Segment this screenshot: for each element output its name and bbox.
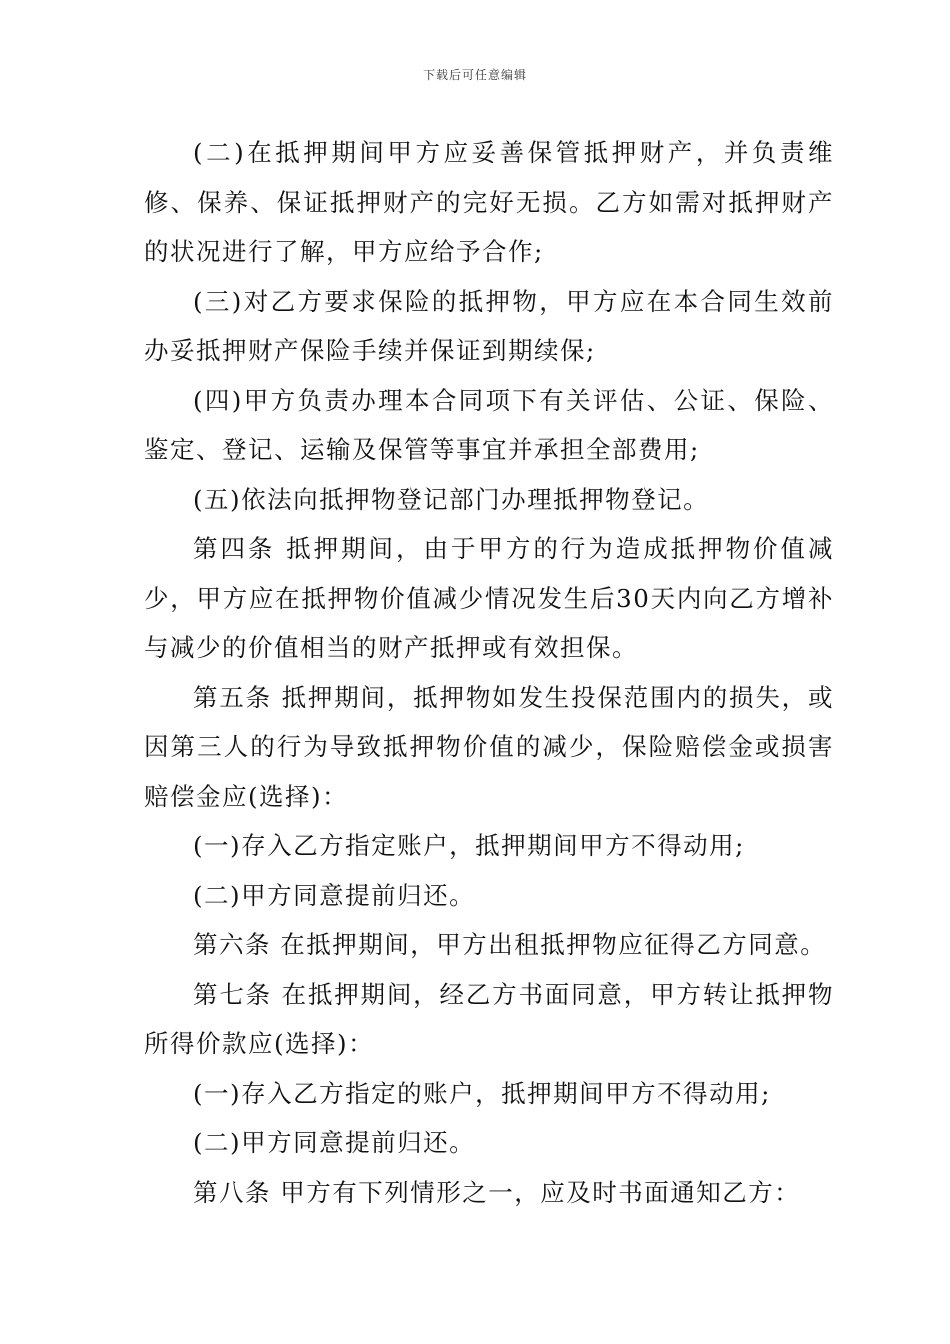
paragraph: (一)存入乙方指定的账户，抵押期间甲方不得动用;	[193, 1078, 771, 1108]
paragraph: (二)甲方同意提前归还。	[193, 1128, 476, 1157]
document-body	[144, 128, 834, 1217]
paragraph-article-8: 第八条 甲方有下列情形之一，应及时书面通知乙方：	[193, 1177, 801, 1207]
paragraph: (三)对乙方要求保险的抵押物，甲方应在本合同生效前办妥抵押财产保险手续并保证到期续保;	[144, 286, 834, 365]
paragraph: (四)甲方负责办理本合同项下有关评估、公证、保险、鉴定、登记、运输及保管等事宜并承担全部费用;	[144, 385, 834, 464]
paragraph-article-6: 第六条 在抵押期间，甲方出租抵押物应征得乙方同意。	[193, 930, 827, 959]
paragraph: (二)在抵押期间甲方应妥善保管抵押财产，并负责维修、保养、保证抵押财产的完好无损。乙方如需对抵押财产的状况进行了解，甲方应给予合作;	[144, 138, 834, 266]
paragraph-article-7: 第七条 在抵押期间，经乙方书面同意，甲方转让抵押物所得价款应(选择)：	[144, 979, 834, 1058]
page-header: 下载后可任意编辑	[422, 68, 527, 82]
paragraph: (五)依法向抵押物登记部门办理抵押物登记。	[193, 484, 710, 514]
paragraph-article-5: 第五条 抵押期间，抵押物如发生投保范围内的损失，或因第三人的行为导致抵押物价值的减少，保险赔偿金或损害赔偿金应(选择)：	[144, 682, 834, 811]
paragraph-article-4: 第四条 抵押期间，由于甲方的行为造成抵押物价值减少，甲方应在抵押物价值减少情况发生后30天内向乙方增补与减少的价值相当的财产抵押或有效担保。	[144, 534, 834, 662]
paragraph: (二)甲方同意提前归还。	[193, 880, 476, 910]
paragraph: (一)存入乙方指定账户，抵押期间甲方不得动用;	[193, 831, 745, 860]
